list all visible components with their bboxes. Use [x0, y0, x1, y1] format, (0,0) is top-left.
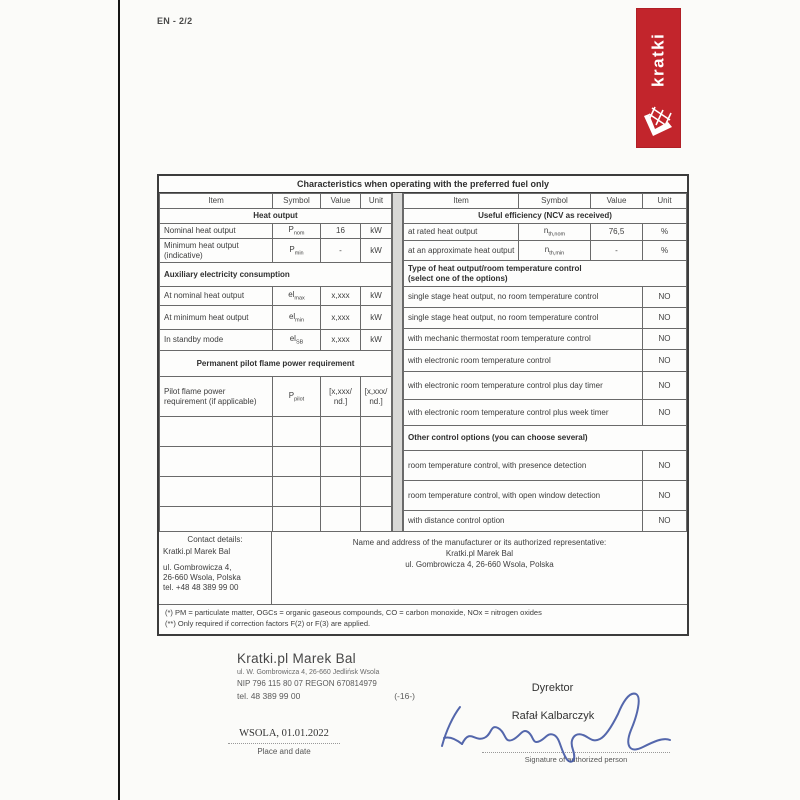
table-row — [160, 239, 392, 263]
handwritten-signature-icon — [432, 686, 677, 766]
cell-value: NO — [643, 287, 687, 308]
cell-item: At minimum heat output — [160, 306, 273, 330]
table-header-row — [160, 194, 392, 209]
cell-symbol: $el_{SB}$ — [273, 330, 321, 351]
empty-row — [160, 447, 392, 477]
manufacturer-heading: Name and address of the manufacturer or its authorized representative: — [352, 538, 607, 547]
cell-value: x,xxx — [321, 330, 361, 351]
table-row — [404, 241, 687, 261]
company-stamp — [237, 651, 415, 701]
cell-unit: kW — [361, 224, 392, 239]
table-row — [404, 511, 687, 532]
cell-value: 76,5 — [591, 224, 643, 241]
scan-edge-line — [118, 0, 120, 800]
section-type-of-heat-output — [404, 261, 687, 287]
cell-item: at an approximate heat output — [404, 241, 519, 261]
col-header-item: Item — [404, 194, 519, 209]
table-divider — [392, 193, 403, 531]
section-label: Heat output — [160, 209, 392, 224]
cell-value: NO — [643, 329, 687, 350]
cell-item: with electronic room temperature control plus week timer — [404, 400, 643, 426]
table-row — [160, 306, 392, 330]
col-header-symbol: Symbol — [273, 194, 321, 209]
cell-unit: kW — [361, 330, 392, 351]
right-table — [403, 193, 687, 532]
stamp-address: ul. W. Gombrowicza 4, 26-660 Jedlińsk Wsola — [237, 669, 380, 676]
cell-value: x,xxx — [321, 306, 361, 330]
table-row — [404, 400, 687, 426]
cell-symbol: $n_{th,nom}$ — [519, 224, 591, 241]
section-label: Permanent pilot flame power requirement — [160, 351, 392, 377]
cell-symbol: $el_{min}$ — [273, 306, 321, 330]
cell-unit: kW — [361, 287, 392, 306]
cell-item: single stage heat output, no room temperature control — [404, 287, 643, 308]
cell-item: with mechanic thermostat room temperature control — [404, 329, 643, 350]
cell-symbol: $P_{nom}$ — [273, 224, 321, 239]
section-label: Useful efficiency (NCV as received) — [404, 209, 687, 224]
cell-item: with electronic room temperature control plus day timer — [404, 372, 643, 400]
table-row — [404, 481, 687, 511]
table-row — [404, 308, 687, 329]
section-auxiliary-electricity — [160, 263, 392, 287]
table-row — [404, 372, 687, 400]
cell-unit: % — [643, 241, 687, 261]
empty-row — [160, 477, 392, 507]
section-other-control-options — [404, 426, 687, 451]
characteristics-table — [157, 174, 689, 636]
manufacturer-address: ul. Gombrowicza 4, 26-660 Wsola, Polska — [405, 560, 554, 569]
contact-row — [159, 531, 687, 604]
footnote-2: (**) Only required if correction factors F(2) or F(3) are applied. — [165, 618, 371, 628]
cell-symbol: $P_{min}$ — [273, 239, 321, 263]
table-row — [160, 377, 392, 417]
table-body — [159, 193, 687, 531]
col-header-symbol: Symbol — [519, 194, 591, 209]
cell-unit: kW — [361, 239, 392, 263]
footnote-1: (*) PM = particulate matter, OGCs = organic gaseous compounds, CO = carbon monoxide, NOx = nitrogen oxides — [165, 608, 542, 617]
section-label: Other control options (you can choose several) — [404, 426, 687, 451]
cell-item: at rated heat output — [404, 224, 519, 241]
cell-item: single stage heat output, no room temperature control — [404, 308, 643, 329]
cell-unit: % — [643, 224, 687, 241]
table-row — [160, 224, 392, 239]
col-header-item: Item — [160, 194, 273, 209]
contact-address-1: ul. Gombrowicza 4, — [163, 563, 232, 572]
cell-value: NO — [643, 350, 687, 372]
contact-address-2: 26-660 Wsola, Polska — [163, 573, 241, 582]
table-row — [404, 451, 687, 481]
cell-symbol: $P_{pilot}$ — [273, 377, 321, 417]
page-title: Characteristics when operating with the preferred fuel only — [159, 176, 687, 193]
empty-row — [160, 417, 392, 447]
cell-unit: kW — [361, 306, 392, 330]
contact-details-cell — [159, 532, 272, 604]
signature-label: Signature of authorized person — [524, 755, 628, 764]
cell-value: - — [321, 239, 361, 263]
col-header-unit: Unit — [361, 194, 392, 209]
place-date-label: Place and date — [257, 747, 311, 756]
doc-code-label: EN - 2/2 — [157, 16, 193, 26]
cell-item: with electronic room temperature control — [404, 350, 643, 372]
stamp-company: Kratki.pl Marek Bal — [237, 651, 356, 666]
col-header-value: Value — [591, 194, 643, 209]
cell-item: room temperature control, with open window detection — [404, 481, 643, 511]
stamp-phone-line — [237, 691, 415, 701]
kratki-logo-text: kratki — [648, 32, 668, 88]
cell-value: NO — [643, 372, 687, 400]
table-row — [404, 350, 687, 372]
table-row — [404, 224, 687, 241]
cell-value: 16 — [321, 224, 361, 239]
cell-value: NO — [643, 400, 687, 426]
section-pilot-flame — [160, 351, 392, 377]
col-header-unit: Unit — [643, 194, 687, 209]
section-useful-efficiency — [404, 209, 687, 224]
cell-item: with distance control option — [404, 511, 643, 532]
table-header-row — [404, 194, 687, 209]
col-header-value: Value — [321, 194, 361, 209]
cell-item: At nominal heat output — [160, 287, 273, 306]
kratki-grid-icon — [640, 106, 677, 142]
cell-symbol: $el_{max}$ — [273, 287, 321, 306]
cell-value: NO — [643, 308, 687, 329]
stamp-code: (-16-) — [394, 691, 415, 701]
contact-company: Kratki.pl Marek Bal — [163, 547, 231, 556]
table-row — [160, 330, 392, 351]
contact-phone: tel. +48 48 389 99 00 — [163, 583, 239, 592]
cell-item: Nominal heat output — [160, 224, 273, 239]
cell-item: room temperature control, with presence detection — [404, 451, 643, 481]
cell-value: NO — [643, 481, 687, 511]
table-row — [404, 287, 687, 308]
cell-item: In standby mode — [160, 330, 273, 351]
footnotes — [159, 604, 687, 634]
manufacturer-cell — [272, 532, 687, 604]
place-and-date-block — [228, 728, 340, 756]
table-row — [404, 329, 687, 350]
cell-value: x,xxx — [321, 287, 361, 306]
section-heat-output — [160, 209, 392, 224]
empty-row — [160, 507, 392, 532]
place-date-value: WSOLA, 01.01.2022 — [228, 728, 340, 744]
cell-symbol: $n_{th,min}$ — [519, 241, 591, 261]
cell-item: Pilot flame power requirement (if applicable) — [160, 377, 273, 417]
manufacturer-name: Kratki.pl Marek Bal — [445, 549, 514, 558]
stamp-phone: tel. 48 389 99 00 — [237, 691, 301, 701]
section-label: Auxiliary electricity consumption — [160, 263, 392, 287]
left-table — [159, 193, 392, 532]
table-row — [160, 287, 392, 306]
cell-value: [x,xxx/ nd.] — [321, 377, 361, 417]
cell-value: - — [591, 241, 643, 261]
section-label: Type of heat output/room temperature control (select one of the options) — [404, 261, 687, 287]
kratki-logo — [636, 8, 681, 148]
cell-value: NO — [643, 451, 687, 481]
cell-unit: [x,xxx/ nd.] — [361, 377, 392, 417]
cell-value: NO — [643, 511, 687, 532]
contact-label: Contact details: — [187, 535, 243, 544]
cell-item: Minimum heat output (indicative) — [160, 239, 273, 263]
director-name: Rafał Kalbarczyk — [511, 710, 595, 722]
stamp-nip: NIP 796 115 80 07 REGON 670814979 — [237, 679, 377, 688]
director-title: Dyrektor — [531, 682, 574, 694]
